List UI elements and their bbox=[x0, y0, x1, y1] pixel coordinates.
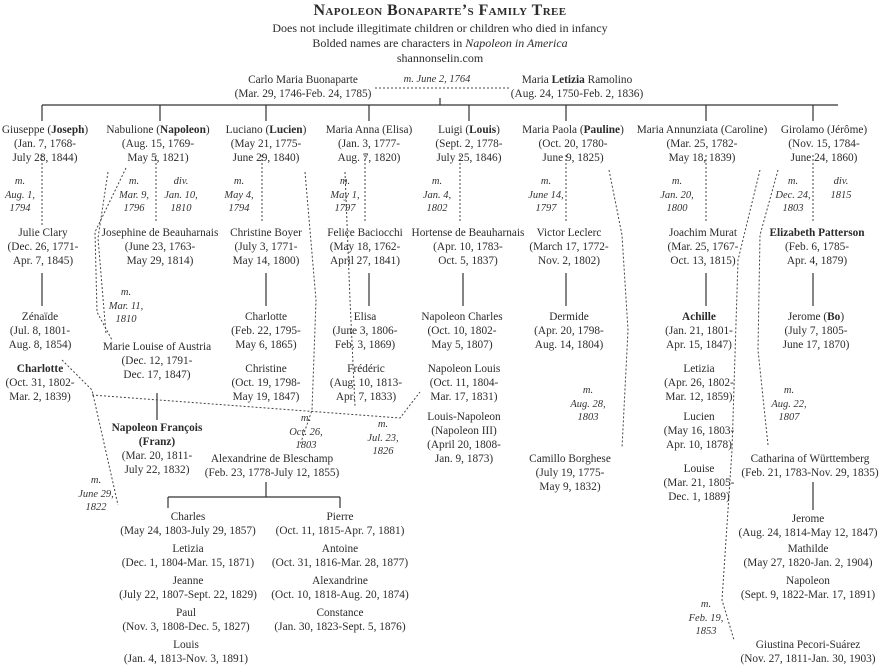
child-louis-lucien: Louis bbox=[173, 639, 199, 651]
jerome-third-marriage-label: m. Feb. 19, 1853 bbox=[688, 599, 724, 638]
sibling-jerome-name: Girolamo (Jérôme) bbox=[780, 124, 868, 136]
spouse-felice-dates-2: April 27, 1841) bbox=[330, 255, 400, 267]
child-mathilde-dates: (May 27, 1820-Jan. 2, 1904) bbox=[743, 557, 873, 569]
sibling-caroline-name: Maria Annunziata (Caroline) bbox=[636, 124, 768, 136]
napoleon-second-marriage-label: m. Mar. 11, 1810 bbox=[108, 287, 144, 326]
spouse-catharina: Catharina of Württemberg bbox=[750, 453, 870, 465]
child-charlotte-lucien-dates-2: May 6, 1865) bbox=[235, 339, 297, 351]
pauline-second-marriage-label: m. Aug. 28, 1803 bbox=[570, 385, 606, 424]
child-zenaide: Zénaïde bbox=[21, 311, 59, 323]
child-paul-lucien: Paul bbox=[175, 607, 197, 619]
sibling-napoleon-dates: (Aug. 15, 1769- bbox=[121, 138, 195, 150]
spouse-julie-dates-2: Apr. 7, 1845) bbox=[12, 255, 74, 267]
sibling-lucien-dates: (May 21, 1775- bbox=[230, 138, 302, 150]
lucien-second-marriage-line bbox=[300, 172, 316, 445]
jerome-divorce-label: div. 1815 bbox=[830, 176, 852, 201]
spouse-christine-dates-2: May 14, 1800) bbox=[232, 255, 300, 267]
napoleon-div-line bbox=[98, 172, 108, 334]
child-lucien-murat-dates-2: Apr. 10, 1878) bbox=[666, 439, 732, 451]
spouse-alexandrine-dates: (Feb. 23, 1778-July 12, 1855) bbox=[204, 467, 340, 479]
child-jeanne-lucien: Jeanne bbox=[172, 575, 204, 587]
child-elisa-baciocchi-dates-2: Feb. 3, 1869) bbox=[334, 339, 396, 351]
page-title: Napoleon Bonaparte’s Family Tree bbox=[313, 2, 567, 19]
sibling-pauline-dates-2: June 9, 1825) bbox=[542, 152, 604, 164]
child-antoine-lucien-dates: (Oct. 31, 1816-Mar. 28, 1877) bbox=[271, 557, 409, 569]
child-louise-murat: Louise bbox=[683, 463, 715, 475]
spouse-giustina: Giustina Pecori-Suárez bbox=[755, 639, 861, 651]
child-mathilde: Mathilde bbox=[787, 543, 829, 555]
spouse-hortense-dates-2: Oct. 5, 1837) bbox=[438, 255, 498, 267]
sibling-elisa-name: Maria Anna (Elisa) bbox=[325, 124, 413, 136]
sibling-jerome-dates: (Nov. 15, 1784- bbox=[788, 138, 860, 150]
joseph-marriage-label: m. Aug. 1, 1794 bbox=[4, 176, 36, 215]
child-frederic: Frédéric bbox=[347, 363, 385, 375]
child-franz-dates: (Mar. 20, 1811- bbox=[121, 450, 193, 462]
child-achille-dates: (Jan. 21, 1801- bbox=[665, 325, 733, 337]
child-letizia-murat-dates: (Apr. 26, 1802- bbox=[664, 377, 734, 389]
child-jerome-bo: Jerome (Bo) bbox=[787, 311, 845, 323]
child-zenaide-dates-2: Aug. 8, 1854) bbox=[8, 339, 72, 351]
child-dermide: Dermide bbox=[549, 311, 589, 323]
spouse-alexandrine: Alexandrine de Bleschamp bbox=[210, 453, 334, 465]
child-jerome-w-dates: (Aug. 24, 1814-May 12, 1847) bbox=[738, 527, 878, 539]
sibling-joseph-name: Giuseppe (Joseph) bbox=[1, 124, 89, 136]
jerome-second-marriage-label: m. Aug. 22, 1807 bbox=[771, 385, 807, 424]
father-name: Carlo Maria Buonaparte bbox=[248, 74, 358, 86]
child-dermide-dates: (Apr. 20, 1798- bbox=[534, 325, 604, 337]
note-book-title: Napoleon in America bbox=[465, 36, 568, 50]
child-constance-lucien: Constance bbox=[316, 607, 364, 619]
child-jerome-bo-dates-2: June 17, 1870) bbox=[782, 339, 850, 351]
charlotte-marriage-label: m. June 29, 1822 bbox=[78, 475, 114, 514]
child-charles-lucien-dates: (May 24, 1803-July 29, 1857) bbox=[120, 525, 256, 537]
mother-dates: (Aug. 24, 1750-Feb. 2, 1836) bbox=[510, 88, 644, 100]
sibling-drop-lines bbox=[42, 105, 813, 121]
caroline-marriage-label: m. Jan. 20, 1800 bbox=[660, 176, 694, 215]
child-alexandrine-lucien-dates: (Oct. 10, 1818-Aug. 20, 1874) bbox=[271, 589, 409, 601]
mother-name: Maria Letizia Ramolino bbox=[521, 74, 633, 86]
child-elisa-baciocchi: Elisa bbox=[353, 311, 377, 323]
elisa-marriage-label: m. May 1, 1797 bbox=[330, 176, 360, 215]
pauline-second-marriage-line bbox=[609, 170, 628, 448]
spouse-victor-leclerc: Victor Leclerc bbox=[536, 227, 602, 239]
spouse-catharina-dates: (Feb. 21, 1783-Nov. 29, 1835) bbox=[741, 467, 879, 479]
spouse-josephine: Josephine de Beauharnais bbox=[101, 227, 219, 239]
child-charles-lucien: Charles bbox=[170, 511, 206, 523]
elisa-louis-marriage-label: m. Jul. 23, 1826 bbox=[367, 419, 399, 458]
child-christine-lucien-dates: (Oct. 19, 1798- bbox=[231, 377, 301, 389]
spouse-camillo-dates: (July 19, 1775- bbox=[535, 467, 605, 479]
spouse-felice-dates: (May 18, 1762- bbox=[329, 241, 401, 253]
child-charlotte-lucien-dates: (Feb. 22, 1795- bbox=[231, 325, 301, 337]
spouse-joachim-murat: Joachim Murat bbox=[668, 227, 738, 239]
spouse-victor-dates-2: Nov. 2, 1802) bbox=[537, 255, 601, 267]
spouse-josephine-dates-2: May 29, 1814) bbox=[126, 255, 194, 267]
sibling-napoleon-dates-2: May 5, 1821) bbox=[127, 152, 189, 164]
child-louis-napoleon-dates: (April 20, 1808- bbox=[427, 439, 501, 451]
child-achille-dates-2: Apr. 15, 1847) bbox=[666, 339, 732, 351]
child-napoleon-louis-dates: (Oct. 11, 1804- bbox=[429, 377, 499, 389]
spouse-elizabeth-dates-2: Apr. 4, 1879) bbox=[786, 255, 848, 267]
spouse-julie-clary: Julie Clary bbox=[18, 227, 68, 239]
spouse-elizabeth-dates: (Feb. 6, 1785- bbox=[784, 241, 850, 253]
bold-names-note bbox=[312, 36, 567, 51]
child-franz-dates-2: July 22, 1832) bbox=[124, 464, 190, 476]
sibling-louis-dates-2: July 25, 1846) bbox=[436, 152, 502, 164]
sibling-lucien-dates-2: June 29, 1840) bbox=[232, 152, 300, 164]
sibling-pauline-dates: (Oct. 20, 1780- bbox=[538, 138, 608, 150]
child-pierre-lucien-dates: (Oct. 11, 1815-Apr. 7, 1881) bbox=[275, 525, 405, 537]
child-alexandrine-lucien: Alexandrine bbox=[312, 575, 368, 587]
child-letizia-lucien-dates: (Dec. 1, 1804-Mar. 15, 1871) bbox=[121, 557, 255, 569]
child-napoleon-charles-dates: (Oct. 10, 1802- bbox=[427, 325, 497, 337]
father-dates: (Mar. 29, 1746-Feb. 24, 1785) bbox=[234, 88, 372, 100]
spouse-christine-boyer: Christine Boyer bbox=[230, 227, 302, 239]
child-charlotte-joseph-dates: (Oct. 31, 1802- bbox=[5, 377, 75, 389]
lucien-second-marriage-label: m. Oct. 26, 1803 bbox=[289, 413, 323, 452]
sibling-lucien-name: Luciano (Lucien) bbox=[225, 124, 307, 136]
spouse-julie-dates: (Dec. 26, 1771- bbox=[7, 241, 79, 253]
child-lucien-murat-dates: (May 16, 1803- bbox=[663, 425, 735, 437]
child-achille: Achille bbox=[682, 311, 716, 323]
napoleon-divorce-label: div. Jan. 10, 1810 bbox=[164, 176, 198, 215]
child-letizia-murat-dates-2: Mar. 12, 1859) bbox=[665, 391, 733, 403]
spouse-marie-louise: Marie Louise of Austria bbox=[102, 341, 212, 353]
spouse-christine-dates: (July 3, 1771- bbox=[234, 241, 298, 253]
child-jerome-bo-dates: (July 7, 1805- bbox=[784, 325, 848, 337]
spouse-murat-dates-2: Oct. 13, 1815) bbox=[670, 255, 736, 267]
sibling-napoleon-name: Nabulione (Napoleon) bbox=[106, 124, 210, 136]
spouse-felice-baciocchi: Felice Baciocchi bbox=[327, 227, 403, 239]
lucien-marriage-label: m. May 4, 1794 bbox=[224, 176, 254, 215]
jerome-marriage-label: m. Dec. 24, 1803 bbox=[775, 176, 811, 215]
child-pierre-lucien: Pierre bbox=[326, 511, 354, 523]
louis-marriage-label: m. Jan. 4, 1802 bbox=[422, 176, 452, 215]
spouse-camillo-borghese: Camillo Borghese bbox=[529, 453, 611, 465]
child-napoleon-w-dates: (Sept. 9, 1822-Mar. 17, 1891) bbox=[740, 589, 876, 601]
child-napoleon-louis-dates-2: Mar. 17, 1831) bbox=[430, 391, 498, 403]
child-louis-napoleon-dates-2: Jan. 9, 1873) bbox=[434, 453, 494, 465]
spouse-camillo-dates-2: May 9, 1832) bbox=[539, 481, 601, 493]
child-lucien-murat: Lucien bbox=[683, 411, 715, 423]
child-christine-lucien-dates-2: May 19, 1847) bbox=[232, 391, 300, 403]
sibling-caroline-dates-2: May 18, 1839) bbox=[668, 152, 736, 164]
sibling-elisa-dates: (Jan. 3, 1777- bbox=[337, 138, 401, 150]
child-franz: (Franz) bbox=[138, 436, 176, 448]
spouse-victor-dates: (March 17, 1772- bbox=[529, 241, 609, 253]
sibling-louis-dates: (Sept. 2, 1778- bbox=[435, 138, 503, 150]
child-zenaide-dates: (Jul. 8, 1801- bbox=[9, 325, 71, 337]
child-napoleon-louis: Napoleon Louis bbox=[427, 363, 501, 375]
sibling-caroline-dates: (Mar. 25, 1782- bbox=[666, 138, 738, 150]
child-napoleon-francois: Napoleon François bbox=[111, 422, 203, 434]
child-elisa-baciocchi-dates: (June 3, 1806- bbox=[332, 325, 398, 337]
sibling-louis-name: Luigi (Louis) bbox=[438, 124, 500, 136]
child-constance-lucien-dates: (Jan. 30, 1823-Sept. 5, 1876) bbox=[274, 621, 406, 633]
sibling-elisa-dates-2: Aug. 7, 1820) bbox=[337, 152, 401, 164]
spouse-elizabeth-patterson: Elizabeth Patterson bbox=[769, 227, 865, 239]
child-paul-lucien-dates: (Nov. 3, 1808-Dec. 5, 1827) bbox=[122, 621, 250, 633]
napoleon-marriage-label: m. Mar. 9, 1796 bbox=[118, 176, 150, 215]
child-frederic-dates-2: Apr. 7, 1833) bbox=[335, 391, 397, 403]
child-louise-murat-dates-2: Dec. 1, 1889) bbox=[668, 491, 730, 503]
child-napoleon-charles-dates-2: May 5, 1807) bbox=[431, 339, 493, 351]
spouse-hortense-dates: (Apr. 10, 1783- bbox=[433, 241, 503, 253]
spouse-josephine-dates: (June 23, 1763- bbox=[124, 241, 196, 253]
lucien-second-children-bar bbox=[168, 482, 340, 508]
child-louis-lucien-dates: (Jan. 4, 1813-Nov. 3, 1891) bbox=[123, 653, 249, 665]
note-prefix: Bolded names are characters in bbox=[312, 36, 466, 50]
child-christine-lucien: Christine bbox=[245, 363, 287, 375]
child-louise-murat-dates: (Mar. 21, 1805- bbox=[663, 477, 735, 489]
child-letizia-lucien: Letizia bbox=[172, 543, 204, 555]
child-charlotte-joseph: Charlotte bbox=[16, 363, 64, 375]
sibling-joseph-dates: (Jan. 7, 1768- bbox=[13, 138, 77, 150]
spouse-marie-louise-dates-2: Dec. 17, 1847) bbox=[123, 369, 191, 381]
child-jeanne-lucien-dates: (July 22, 1807-Sept. 22, 1829) bbox=[119, 589, 257, 601]
child-louis-napoleon: Louis-Napoleon bbox=[427, 411, 501, 423]
child-charlotte-lucien: Charlotte bbox=[244, 311, 288, 323]
spouse-hortense: Hortense de Beauharnais bbox=[411, 227, 525, 239]
spouse-marie-louise-dates: (Dec. 12, 1791- bbox=[121, 355, 193, 367]
parents-marriage-label: m. June 2, 1764 bbox=[403, 74, 471, 85]
child-antoine-lucien: Antoine bbox=[321, 543, 359, 555]
sibling-pauline-name: Maria Paola (Pauline) bbox=[522, 124, 624, 136]
sibling-jerome-dates-2: June 24, 1860) bbox=[790, 152, 858, 164]
page-subtitle: Does not include illegitimate children or children who died in infancy bbox=[272, 21, 608, 35]
child-frederic-dates: (Aug. 10, 1813- bbox=[329, 377, 403, 389]
website-link[interactable]: shannonselin.com bbox=[396, 51, 484, 65]
sibling-joseph-dates-2: July 28, 1844) bbox=[12, 152, 78, 164]
child-napoleon-charles: Napoleon Charles bbox=[421, 311, 503, 323]
spouse-giustina-dates: (Nov. 27, 1811-Jan. 30, 1903) bbox=[740, 653, 876, 665]
child-charlotte-joseph-dates-2: Mar. 2, 1839) bbox=[9, 391, 71, 403]
child-dermide-dates-2: Aug. 14, 1804) bbox=[534, 339, 604, 351]
pauline-marriage-label: m. June 14, 1797 bbox=[528, 176, 564, 215]
child-napoleon-w: Napoleon bbox=[786, 575, 830, 587]
child-letizia-murat: Letizia bbox=[683, 363, 715, 375]
spouse-murat-dates: (Mar. 25, 1767- bbox=[667, 241, 739, 253]
child-jerome-w: Jerome bbox=[791, 513, 825, 525]
child-napoleon-iii: (Napoleon III) bbox=[431, 425, 497, 437]
